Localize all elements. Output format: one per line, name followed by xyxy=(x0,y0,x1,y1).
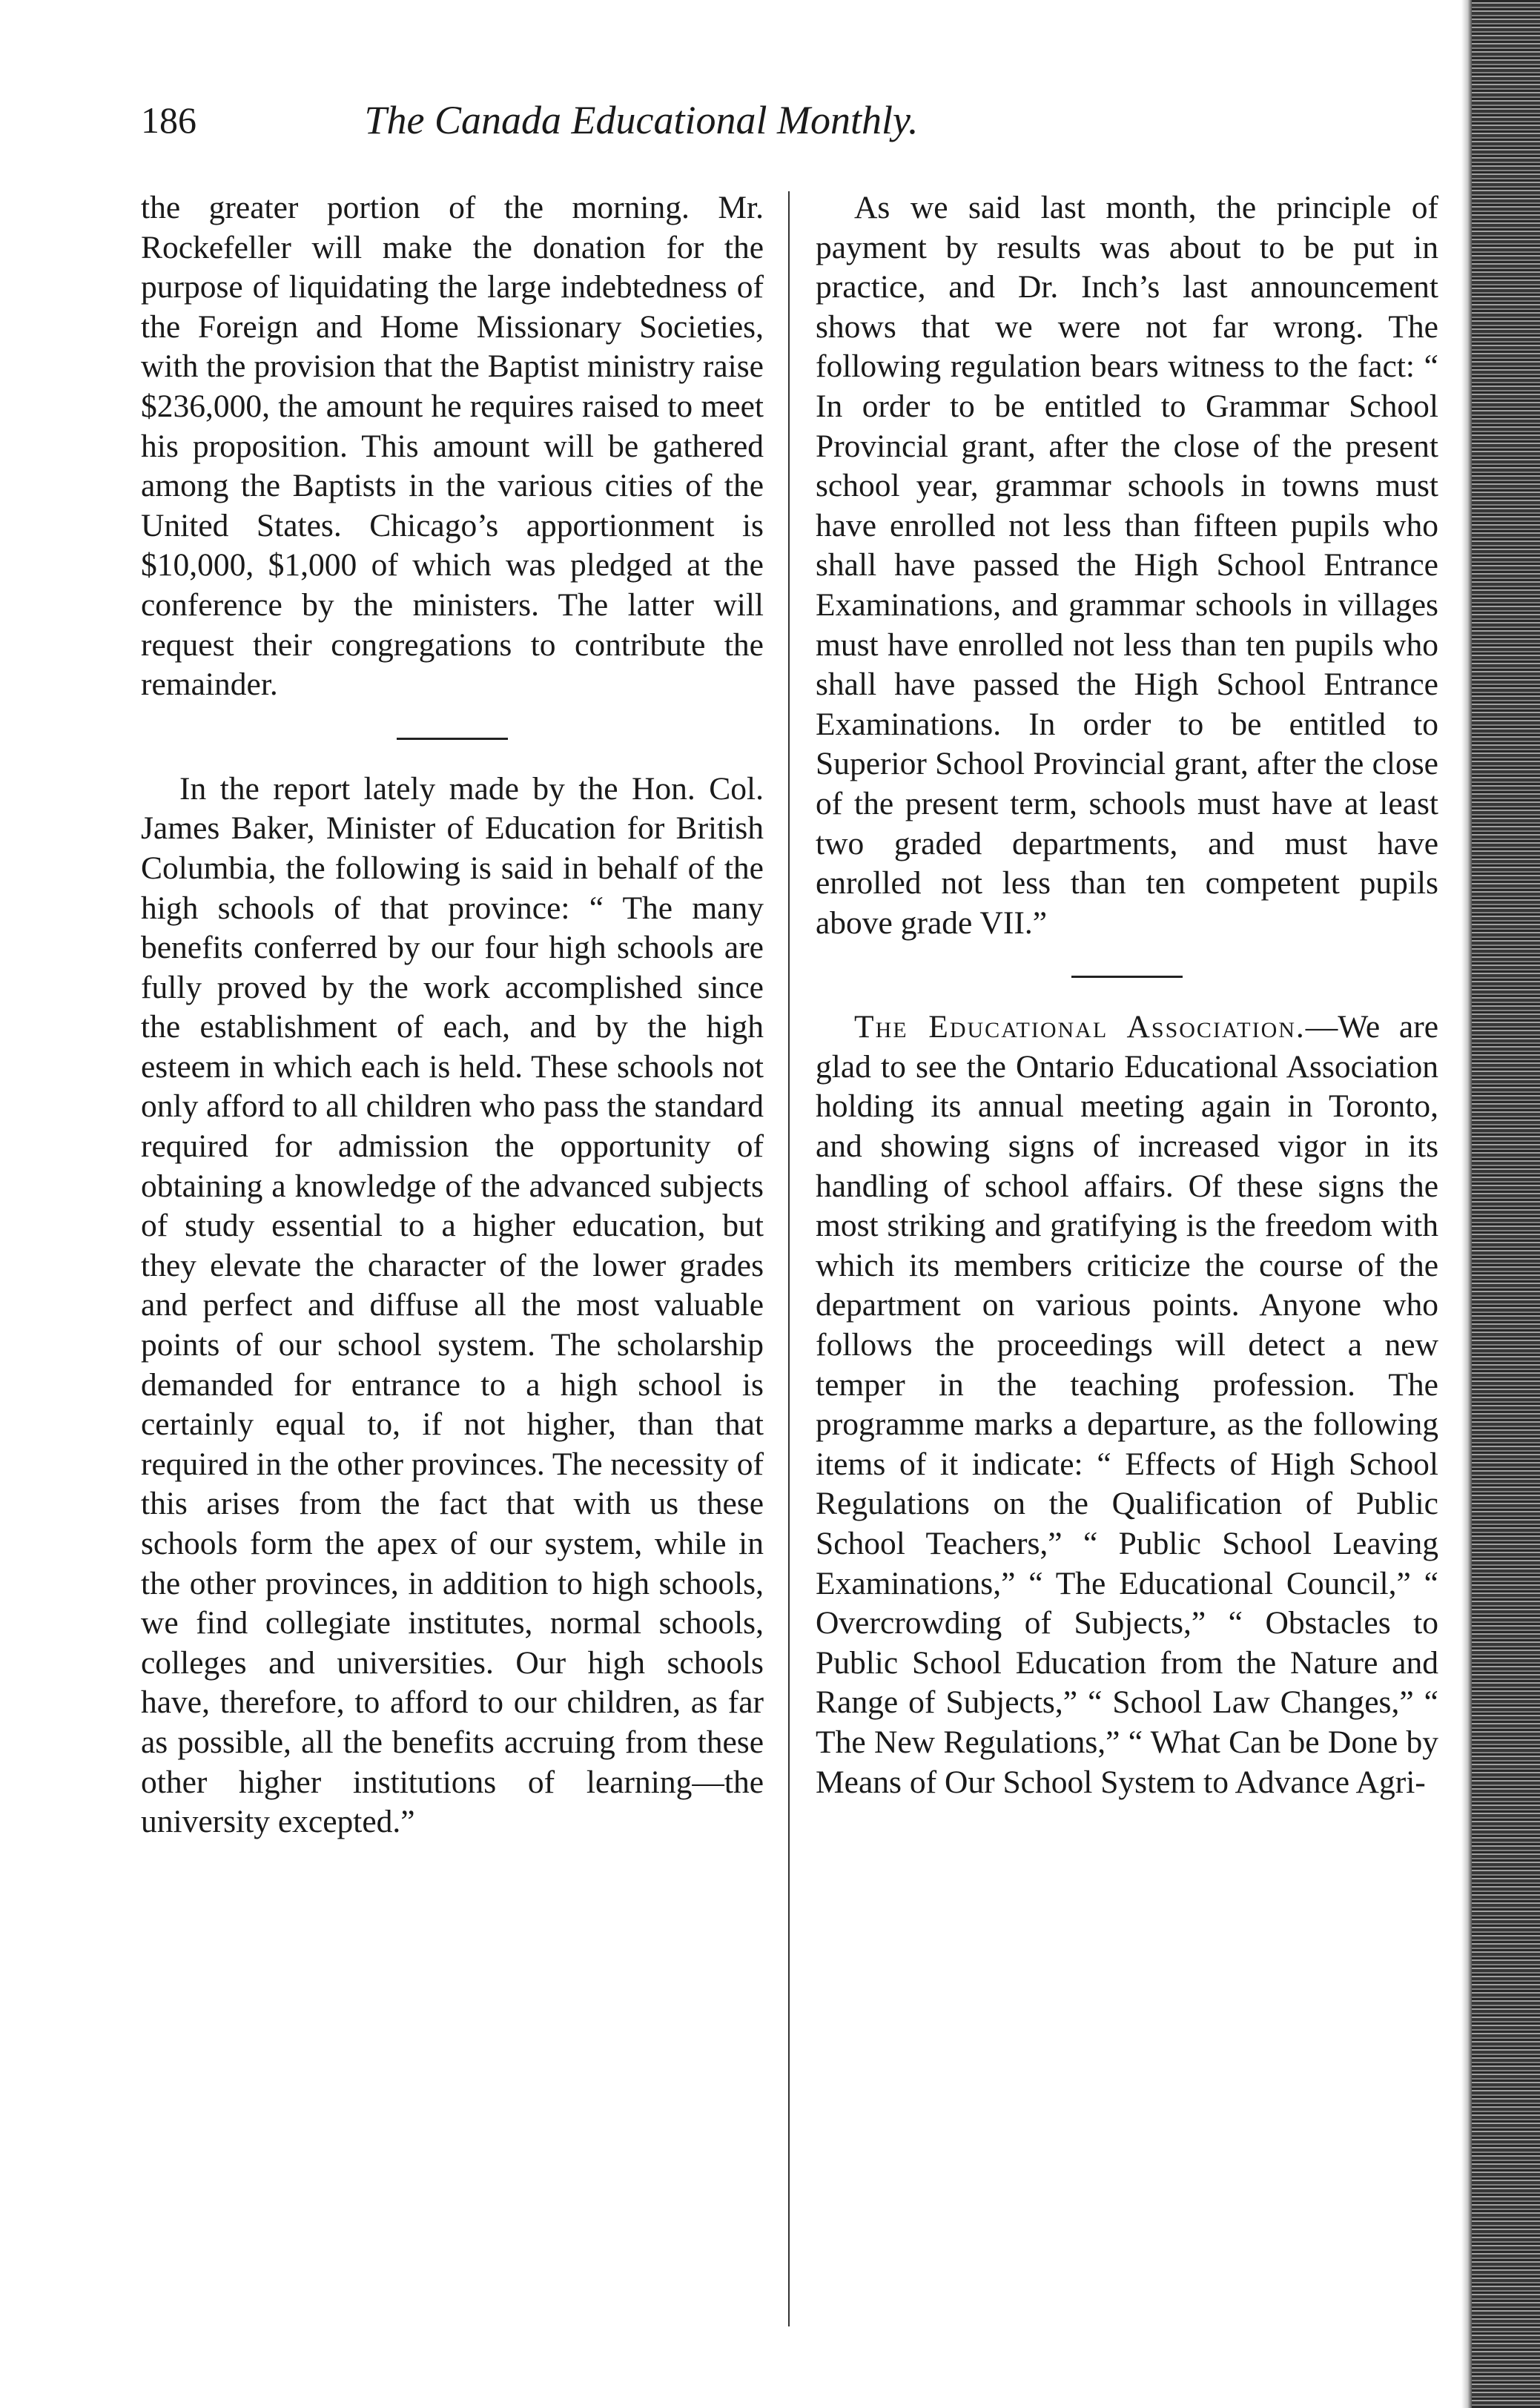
left-paragraph-1: the greater portion of the morning. Mr. Rockefeller will make the donation for the purpose of liquidating the large indebtedness of the Foreign and Home Missionary Societies, with the provision that the Baptist ministry raise $236,000, the amount he requires raised to meet his proposition. This amount will be gathered among the Baptists in the various cities of the United States. Chicago’s apportionment is $10,000, $1,000 of which was pledged at the conference by the ministers. The latter will request their congregations to contribute the remainder. xyxy=(141,190,764,703)
running-title: The Canada Educational Monthly. xyxy=(364,98,919,142)
column-rule xyxy=(788,191,790,2326)
section-divider xyxy=(1071,976,1183,978)
right-paragraph-1: As we said last month, the principle of payment by results was about to be put in practice, and Dr. Inch’s last announcement shows that we were not far wrong. The following regulation bears witness to the fact: “ In order to be entitled to Grammar School Provincial grant, after the close of the present school year, grammar schools in towns must have enrolled not less than fifteen pupils who shall have passed the High School Entrance Examinations, and grammar schools in villages must have enrolled not less than ten pupils who shall have passed the High School Entrance Examinations. In order to be entitled to Superior School Provincial grant, after the close of the present term, schools must have at least two graded departments, and must have enrolled not less than ten competent pupils above grade VII.” xyxy=(816,190,1438,941)
left-paragraph-2: In the report lately made by the Hon. Col. James Baker, Minister of Education for British Columbia, the following is said in behalf of the high schools of that province: “ The many benefits conferred by our four high schools are fully proved by the work accomplished since the establishment of each, and by the high esteem in which each is held. These schools not only afford to all children who pass the standard required for admission the opportunity of obtaining a knowledge of the advanced subjects of study essential to a higher education, but they elevate the character of the lower grades and perfect and diffuse all the most valuable points of our school system. The scholarship demanded for entrance to a high school is certainly equal to, if not higher, than that required in the other provinces. The necessity of this arises from the fact that with us these schools form the apex of our system, while in the other provinces, in addition to high schools, we find collegiate institutes, normal schools, colleges and universities. Our high schools have, therefore, to afford to our children, as far as possible, all the benefits accruing from these other higher institutions of learning—the university excepted.” xyxy=(141,770,764,1840)
right-paragraph-2-body: —We are glad to see the Ontario Educational Association holding its annual meeting again in Toronto, and showing signs of increased vigor in its handling of school affairs. Of these signs the most striking and gratifying is the freedom with which its members criticize the course of the department on various points. Anyone who follows the proceedings will detect a new temper in the teaching profession. The programme marks a departure, as the following items of it indicate: “ Effects of High School Regulations on the Qualification of Public School Teachers,” “ Public School Leaving Examinations,” “ The Educational Council,” “ Overcrowding of Subjects,” “ Obstacles to Public School Education from the Nature and Range of Subjects,” “ School Law Changes,” “ The New Regulations,” “ What Can be Done by Means of Our School System to Advance Agri- xyxy=(816,1009,1438,1800)
left-column xyxy=(141,188,764,1842)
page-number: 186 xyxy=(141,99,196,141)
book-edge xyxy=(1472,0,1540,2408)
right-column xyxy=(816,188,1438,1802)
section-heading: The Educational Association. xyxy=(854,1009,1306,1045)
section-divider xyxy=(397,738,508,740)
page-header xyxy=(141,98,1142,150)
right-paragraph-2 xyxy=(816,1008,1438,1802)
page-edge-shadow xyxy=(1461,0,1472,2408)
